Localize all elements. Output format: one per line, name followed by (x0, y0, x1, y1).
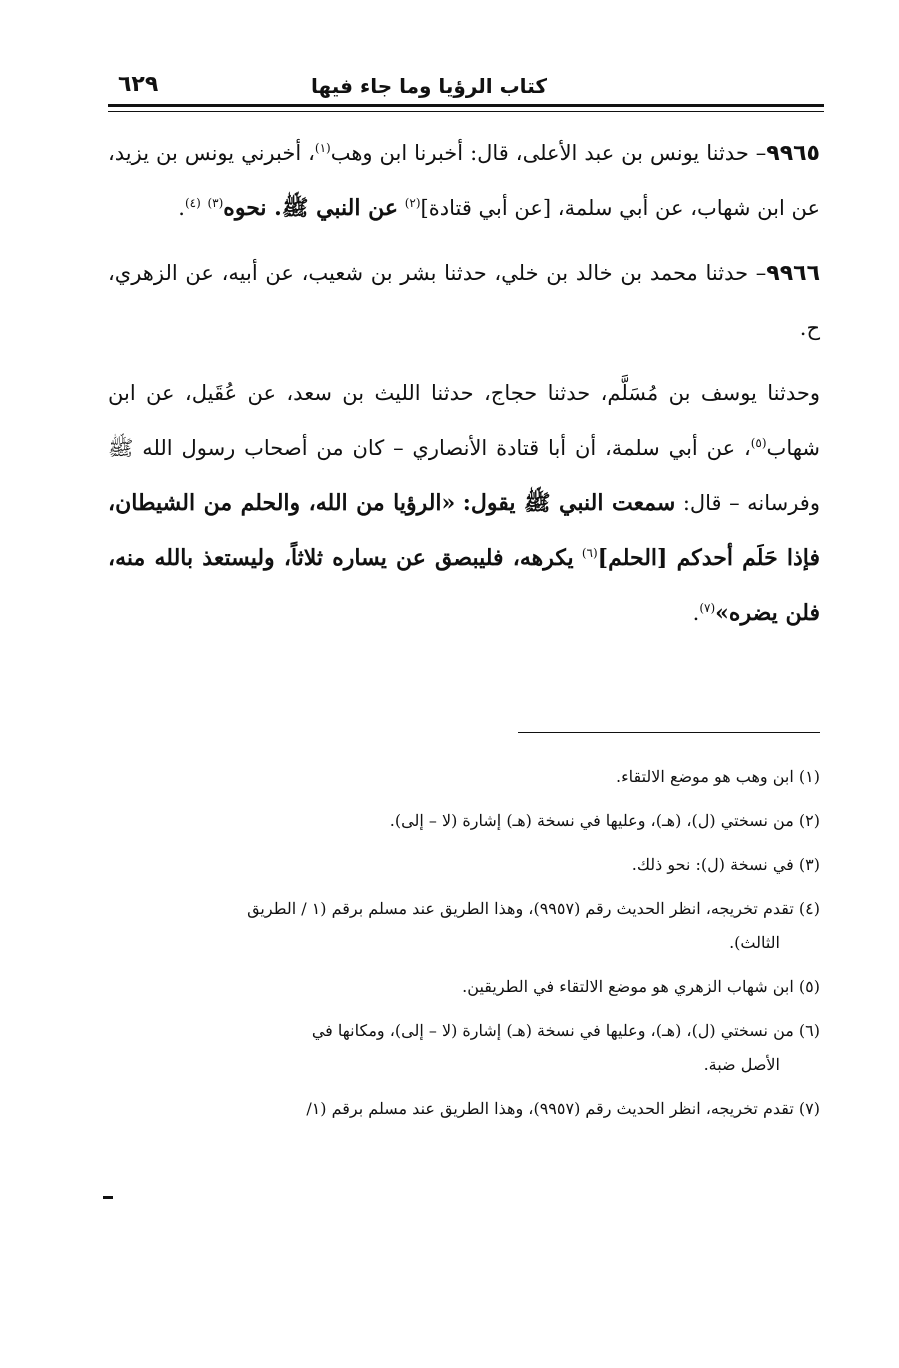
page-number: ٦٢٩ (118, 72, 159, 97)
text-line: – حدثنا يونس بن عبد الأعلى، قال: أخبرنا ابن وهب (330, 141, 767, 165)
text-line: وحدثنا يوسف بن مُسَلَّم، حدثنا حجاج، حدثنا الليث بن سعد، عن (247, 381, 820, 405)
footnote-marker: (٢) (404, 196, 421, 210)
punctuation: ، (308, 141, 315, 165)
footnote-label: (١) (798, 767, 820, 786)
footnote-label: (٦) (798, 1021, 820, 1040)
hadith-9966 (108, 246, 820, 356)
text-line-bold: يكرهه، فليبصق عن يساره ثلاثاً، وليستعذ بالله منه، فلن يضره» (108, 545, 820, 626)
footnote-text: تقدم تخريجه، انظر الحديث رقم (٩٩٥٧)، وهذا الطريق عند مسلم برقم (١/ (306, 1099, 794, 1118)
footnote-item (104, 848, 820, 882)
hadith-number: ٩٩٦٥ (766, 141, 820, 166)
footnote-label: (٧) (798, 1099, 820, 1118)
hadith-number: ٩٩٦٦ (766, 261, 821, 286)
footnote-marker: (٦) (581, 546, 598, 560)
footnote-text: في نسخة (ل): نحو ذلك. (631, 855, 794, 874)
continuation-dash (103, 1196, 113, 1199)
footnote-item (104, 1014, 820, 1082)
footnote-item (104, 804, 820, 838)
text-line: عُقَيل، عن ابن شهاب (108, 381, 820, 460)
footnote-item (104, 892, 820, 960)
footnote-label: (٣) (798, 855, 820, 874)
footnote-item (104, 1092, 820, 1126)
text-line: من أصحاب رسول الله ﷺ وفرسانه – قال: (108, 436, 820, 515)
footnote-continuation: الأصل ضبة. (703, 1055, 780, 1074)
hadith-9965 (108, 126, 820, 236)
hadith-9966-second-chain (108, 366, 820, 641)
footnote-continuation: الثالث). (729, 933, 780, 952)
text-line: عن أبيه، عن الزهري، ح. (108, 261, 820, 340)
footnote-item (104, 970, 820, 1004)
header-rule-thin (108, 111, 824, 112)
header-rule-thick (108, 104, 824, 107)
running-title: كتاب الرؤيا وما جاء فيها (311, 74, 547, 98)
footnote-marker: (٤) (184, 196, 201, 210)
punctuation: . (178, 196, 185, 220)
footnote-label: (٥) (798, 977, 820, 996)
footnote-text: تقدم تخريجه، انظر الحديث رقم (٩٩٥٧)، وهذا الطريق عند مسلم برقم (١ / الطريق (247, 899, 794, 918)
punctuation: . (692, 601, 700, 625)
footnote-text: من نسختي (ل)، (هـ)، وعليها في نسخة (هـ) إشارة (لا – إلى)، ومكانها في (311, 1021, 794, 1040)
footnote-marker: (٥) (750, 436, 767, 450)
text-line: أخبرني يونس بن يزيد، عن ابن شهاب، عن أبي سلمة، [عن أبي قتادة] (108, 141, 820, 220)
text-line-bold: عن النبي ﷺ. نحوه (223, 195, 399, 221)
footnote-label: (٤) (798, 899, 820, 918)
footnotes (104, 760, 820, 1136)
footnote-marker: (١) (314, 141, 331, 155)
footnote-marker: (٧) (699, 601, 716, 615)
text-line-bold: سمعت النبي ﷺ يقول: (462, 490, 676, 516)
footnote-marker: (٣) (207, 196, 224, 210)
text-line: ، عن أبي سلمة، أن أبا قتادة الأنصاري – كان (352, 436, 751, 460)
footnote-text: ابن شهاب الزهري هو موضع الالتقاء في الطريقين. (462, 977, 794, 996)
footnote-item (104, 760, 820, 794)
footnote-text: من نسختي (ل)، (هـ)، وعليها في نسخة (هـ) إشارة (لا – إلى). (389, 811, 794, 830)
text-line-bold: «الرؤيا من الله، والحلم من الشيطان، فإذا حَلَم أحدكم [الحلم] (108, 490, 820, 571)
text-line: – حدثنا محمد بن خالد بن خلي، حدثنا بشر بن شعيب، (301, 261, 767, 285)
footnote-label: (٢) (798, 811, 820, 830)
page-header (112, 70, 817, 104)
footnote-separator (518, 732, 820, 733)
main-text (108, 126, 820, 651)
footnote-text: ابن وهب هو موضع الالتقاء. (616, 767, 794, 786)
